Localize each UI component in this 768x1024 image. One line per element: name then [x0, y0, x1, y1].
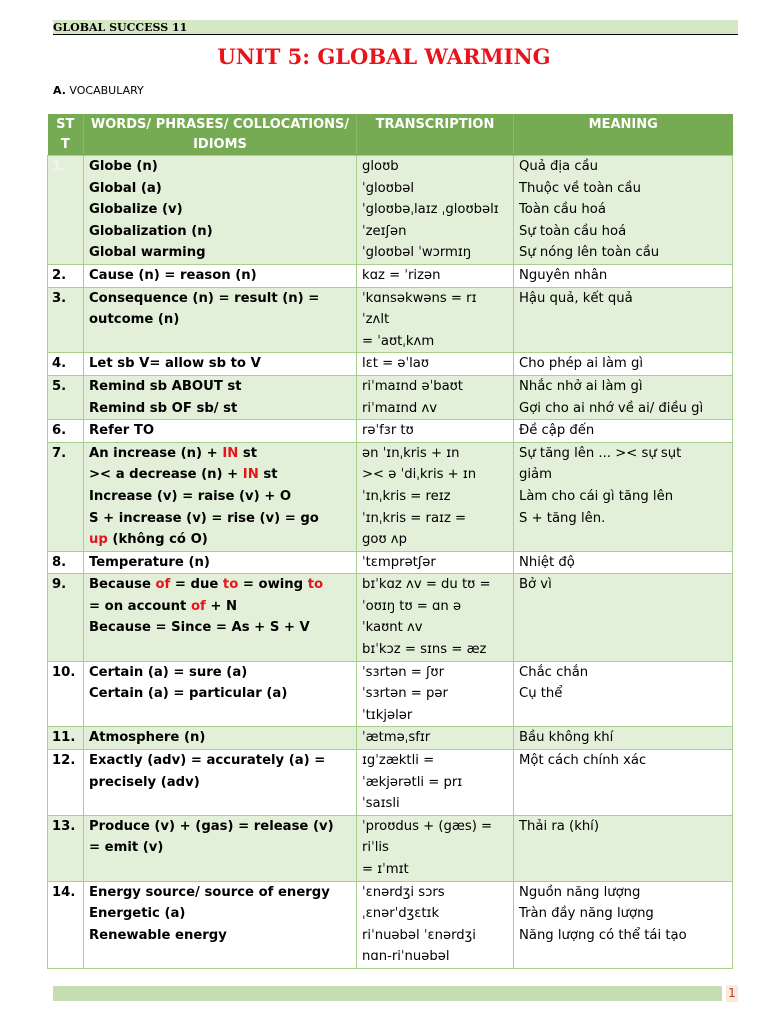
- meaning-line: Sự tăng lên ... >< sự sụt: [519, 445, 682, 461]
- table-row: [48, 881, 733, 968]
- footer-bar: [53, 986, 722, 1001]
- vocab-term: Globalization (n): [89, 223, 213, 239]
- table-row: [48, 750, 733, 816]
- transcription-line: riˈmaɪnd ʌv: [362, 400, 438, 416]
- word-fragment: >< a decrease (n) +: [89, 467, 243, 483]
- transcription-line: ˌɛnərˈdʒɛtɪk: [362, 906, 440, 922]
- row-number: 4.: [48, 353, 84, 376]
- word-cell: [84, 375, 357, 419]
- section-heading: [53, 84, 144, 97]
- highlighted-preposition: IN: [242, 467, 259, 483]
- transcription-line: = ɪˈmɪt: [362, 862, 409, 877]
- table-row: [48, 420, 733, 443]
- vocab-term: Remind sb ABOUT st: [89, 378, 242, 394]
- row-number: 2.: [48, 264, 84, 287]
- section-letter: A.: [53, 84, 66, 97]
- meaning-line: Quả địa cầu: [519, 159, 599, 174]
- highlighted-preposition: IN: [222, 445, 239, 461]
- word-fragment: = owing: [238, 577, 308, 593]
- transcription-line: >< ə ˈdiˌkris + ɪn: [362, 467, 477, 483]
- table-row: [48, 287, 733, 353]
- transcription-line: riˈnuəbəl ˈɛnərdʒi: [362, 927, 476, 943]
- running-header: [53, 20, 738, 35]
- transcription-line: ˈsɜrtən = ʃʊr: [362, 664, 445, 680]
- vocab-term: outcome (n): [89, 312, 180, 328]
- transcription-line: ˈkaʊnt ʌv: [362, 620, 423, 636]
- transcription-cell: [357, 574, 514, 661]
- vocab-term: Global (a): [89, 180, 162, 196]
- table-row: [48, 375, 733, 419]
- vocab-term: Certain (a) = sure (a): [89, 664, 248, 680]
- meaning-line: Sự nóng lên toàn cầu: [519, 245, 660, 261]
- transcription-line: ˈɪnˌkris = reɪz: [362, 488, 451, 504]
- transcription-line: ən ˈɪnˌkris + ɪn: [362, 445, 460, 461]
- transcription-line: bɪˈkɑz ʌv = du tʊ =: [362, 577, 491, 593]
- col-header-transcription: TRANSCRIPTION: [357, 114, 514, 156]
- page-number: 1: [726, 985, 738, 1002]
- meaning-cell: [514, 881, 733, 968]
- meaning-cell: [514, 661, 733, 727]
- vocab-term: Globe (n): [89, 159, 158, 174]
- vocab-term: Energy source/ source of energy: [89, 884, 330, 900]
- table-row: [48, 264, 733, 287]
- word-fragment: = on account: [89, 598, 191, 614]
- transcription-cell: [357, 881, 514, 968]
- vocab-term: Exactly (adv) = accurately (a) =: [89, 753, 326, 769]
- meaning-line: Một cách chính xác: [519, 753, 647, 769]
- meaning-cell: [514, 264, 733, 287]
- page-title: UNIT 5: GLOBAL WARMING: [217, 44, 551, 69]
- meaning-line: Chắc chắn: [519, 664, 589, 680]
- table-header-row: [48, 114, 733, 156]
- word-fragment: An increase (n) +: [89, 445, 223, 461]
- meaning-line: Đề cập đến: [519, 423, 595, 439]
- col-header-stt: ST T: [48, 114, 84, 156]
- table-row: [48, 815, 733, 881]
- transcription-line: ˈsɜrtən = pər: [362, 686, 448, 702]
- meaning-line: Sự toàn cầu hoá: [519, 223, 627, 239]
- meaning-line: Toàn cầu hoá: [519, 202, 606, 218]
- meaning-line: Cụ thể: [519, 686, 563, 702]
- vocab-term: Consequence (n) = result (n) =: [89, 290, 320, 306]
- meaning-cell: [514, 815, 733, 881]
- table-row: [48, 551, 733, 574]
- vocab-term: Increase (v) = raise (v) + O: [89, 488, 292, 504]
- col-header-words: WORDS/ PHRASES/ COLLOCATIONS/ IDIOMS: [84, 114, 357, 156]
- transcription-cell: [357, 442, 514, 551]
- transcription-line: ˈɪnˌkris = raɪz =: [362, 510, 467, 526]
- transcription-line: riˈlis: [362, 840, 389, 856]
- meaning-line: Nhắc nhở ai làm gì: [519, 378, 643, 394]
- word-fragment: + N: [205, 598, 238, 614]
- transcription-line: kɑz = ˈrizən: [362, 267, 441, 283]
- highlighted-preposition: of: [155, 577, 171, 593]
- word-cell: [84, 661, 357, 727]
- meaning-cell: [514, 574, 733, 661]
- transcription-line: ˈgloʊbəl: [362, 180, 415, 196]
- highlighted-preposition: to: [307, 577, 324, 593]
- meaning-line: giảm: [519, 467, 552, 483]
- book-title: GLOBAL SUCCESS 11: [53, 21, 188, 34]
- transcription-line: ˈtɪkjələr: [362, 707, 413, 723]
- vocab-term: Produce (v) + (gas) = release (v): [89, 818, 334, 834]
- word-cell: [84, 815, 357, 881]
- transcription-line: riˈmaɪnd əˈbaʊt: [362, 378, 463, 394]
- row-number: 10.: [48, 661, 84, 727]
- vocab-term: Cause (n) = reason (n): [89, 267, 257, 283]
- vocab-term: Certain (a) = particular (a): [89, 686, 288, 702]
- meaning-line: Thải ra (khí): [519, 818, 599, 834]
- vocab-term: Temperature (n): [89, 554, 210, 570]
- col-header-meaning: MEANING: [514, 114, 733, 156]
- meaning-cell: [514, 375, 733, 419]
- meaning-line: Hậu quả, kết quả: [519, 290, 633, 306]
- transcription-line: bɪˈkɔz = sɪns = æz: [362, 642, 487, 658]
- transcription-cell: [357, 375, 514, 419]
- transcription-cell: [357, 287, 514, 353]
- transcription-line: = ˈaʊtˌkʌm: [362, 333, 435, 349]
- transcription-line: ˈzeɪʃən: [362, 223, 407, 239]
- transcription-line: ˈækjərətli = prɪ: [362, 774, 463, 790]
- transcription-cell: [357, 727, 514, 750]
- meaning-cell: [514, 750, 733, 816]
- vocab-term: Atmosphere (n): [89, 730, 206, 746]
- word-cell: [84, 750, 357, 816]
- row-number: 12.: [48, 750, 84, 816]
- table-row: [48, 442, 733, 551]
- row-number: 9.: [48, 574, 84, 661]
- word-fragment: = due: [170, 577, 223, 593]
- row-number: 11.: [48, 727, 84, 750]
- transcription-line: goʊ ʌp: [362, 532, 407, 548]
- meaning-cell: [514, 727, 733, 750]
- vocab-term: [89, 464, 352, 486]
- transcription-line: ˈproʊdus + (gæs) =: [362, 818, 493, 834]
- meaning-cell: [514, 156, 733, 265]
- word-fragment: (không có O): [107, 532, 208, 548]
- meaning-cell: [514, 551, 733, 574]
- word-cell: [84, 442, 357, 551]
- transcription-cell: [357, 551, 514, 574]
- meaning-line: Thuộc về toàn cầu: [519, 180, 641, 196]
- meaning-line: Làm cho cái gì tăng lên: [519, 488, 674, 504]
- meaning-line: Cho phép ai làm gì: [519, 356, 643, 372]
- transcription-cell: [357, 353, 514, 376]
- vocab-term: precisely (adv): [89, 774, 200, 790]
- word-cell: [84, 727, 357, 750]
- word-cell: [84, 287, 357, 353]
- row-number: 14.: [48, 881, 84, 968]
- vocab-term: Remind sb OF sb/ st: [89, 400, 238, 416]
- transcription-line: ɪgˈzæktli =: [362, 753, 435, 769]
- meaning-line: S + tăng lên.: [519, 510, 606, 526]
- word-cell: [84, 264, 357, 287]
- vocab-term: [89, 596, 352, 618]
- meaning-line: Bầu không khí: [519, 730, 614, 746]
- word-fragment: st: [238, 445, 258, 461]
- highlighted-preposition: to: [222, 577, 239, 593]
- vocab-term: [89, 529, 352, 551]
- highlighted-preposition: up: [89, 532, 108, 548]
- table-row: [48, 574, 733, 661]
- word-cell: [84, 881, 357, 968]
- transcription-line: ˈzʌlt: [362, 312, 390, 328]
- meaning-line: Năng lượng có thể tái tạo: [519, 927, 687, 943]
- transcription-cell: [357, 156, 514, 265]
- vocab-term: Renewable energy: [89, 927, 227, 943]
- meaning-cell: [514, 442, 733, 551]
- transcription-line: ˈtɛmprətʃər: [362, 554, 436, 570]
- meaning-line: Bở vì: [519, 577, 552, 593]
- meaning-cell: [514, 420, 733, 443]
- table-row: [48, 156, 733, 265]
- transcription-line: ˈɛnərdʒi sɔrs: [362, 884, 445, 900]
- transcription-cell: [357, 750, 514, 816]
- transcription-cell: [357, 264, 514, 287]
- transcription-line: ˈætməˌsfɪr: [362, 730, 431, 746]
- row-number: 5.: [48, 375, 84, 419]
- table-row: [48, 353, 733, 376]
- meaning-cell: [514, 353, 733, 376]
- vocab-term: Refer TO: [89, 423, 155, 439]
- vocab-term: Because = Since = As + S + V: [89, 620, 310, 636]
- word-cell: [84, 551, 357, 574]
- vocab-term: Energetic (a): [89, 906, 186, 922]
- vocab-term: S + increase (v) = rise (v) = go: [89, 510, 319, 526]
- meaning-line: Tràn đầy năng lượng: [519, 906, 654, 922]
- meaning-line: Gợi cho ai nhớ về ai/ điều gì: [519, 400, 704, 416]
- transcription-line: lɛt = əˈlaʊ: [362, 356, 430, 372]
- transcription-line: ˈsaɪsli: [362, 796, 400, 812]
- meaning-line: Nguyên nhân: [519, 267, 608, 283]
- transcription-line: nɑn-riˈnuəbəl: [362, 949, 450, 965]
- transcription-line: ˈgloʊbəˌlaɪz ˌgloʊbəlɪ: [362, 202, 499, 218]
- row-number: 1.: [48, 156, 84, 265]
- row-number: 3.: [48, 287, 84, 353]
- vocab-term: [89, 443, 352, 465]
- vocab-term: Let sb V= allow sb to V: [89, 356, 261, 372]
- vocab-term: [89, 574, 352, 596]
- transcription-line: ˈkɑnsəkwəns = rɪ: [362, 290, 477, 306]
- vocab-term: Global warming: [89, 245, 206, 261]
- row-number: 8.: [48, 551, 84, 574]
- table-row: [48, 727, 733, 750]
- transcription-line: ˈoʊɪŋ tʊ = ɑn ə: [362, 598, 462, 614]
- vocab-term: = emit (v): [89, 840, 164, 856]
- word-cell: [84, 574, 357, 661]
- word-cell: [84, 353, 357, 376]
- row-number: 7.: [48, 442, 84, 551]
- meaning-line: Nguồn năng lượng: [519, 884, 641, 900]
- transcription-line: rəˈfɜr tʊ: [362, 423, 414, 439]
- vocabulary-table: [47, 114, 733, 969]
- row-number: 13.: [48, 815, 84, 881]
- transcription-cell: [357, 815, 514, 881]
- row-number: 6.: [48, 420, 84, 443]
- word-cell: [84, 156, 357, 265]
- transcription-line: ˈgloʊbəl ˈwɔrmɪŋ: [362, 245, 472, 261]
- transcription-cell: [357, 661, 514, 727]
- meaning-cell: [514, 287, 733, 353]
- meaning-line: Nhiệt độ: [519, 554, 575, 570]
- vocab-term: Globalize (v): [89, 202, 183, 218]
- transcription-cell: [357, 420, 514, 443]
- section-label: VOCABULARY: [69, 84, 144, 97]
- highlighted-preposition: of: [190, 598, 206, 614]
- transcription-line: gloʊb: [362, 159, 399, 174]
- word-cell: [84, 420, 357, 443]
- table-row: [48, 661, 733, 727]
- word-fragment: Because: [89, 577, 156, 593]
- word-fragment: st: [258, 467, 278, 483]
